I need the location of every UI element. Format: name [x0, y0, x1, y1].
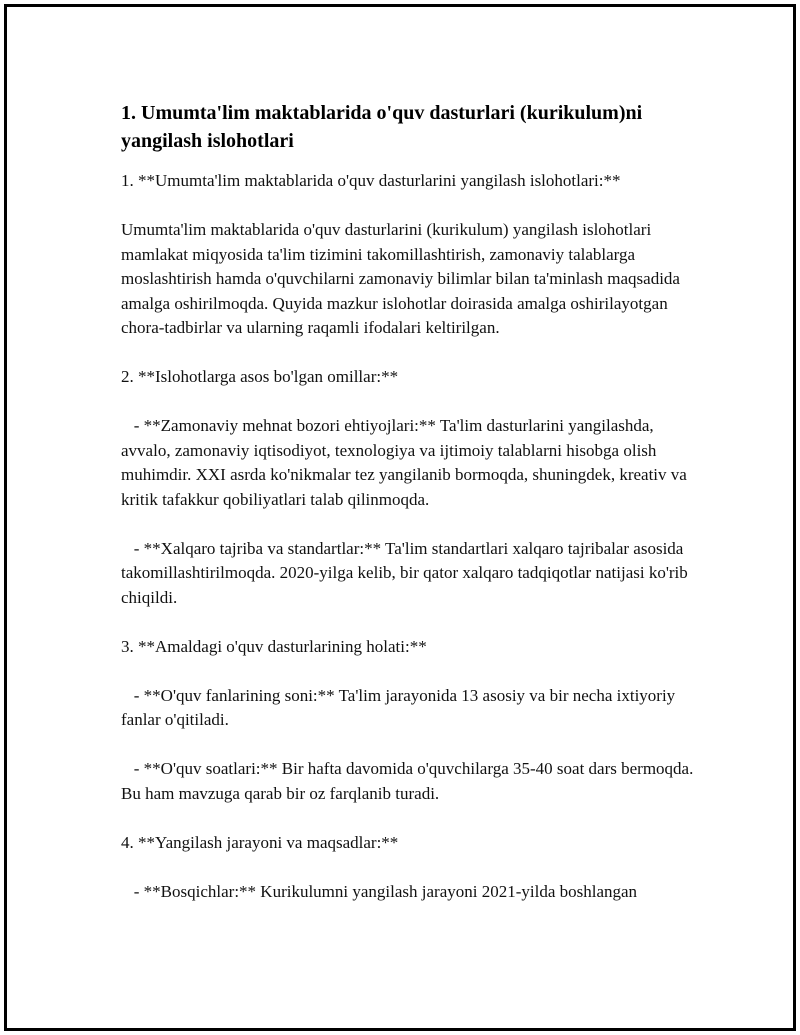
- paragraph-intro: Umumta'lim maktablarida o'quv dasturlarini (kurikulum) yangilash islohotlari mamlakat miqyosida ta'lim tizimini takomillashtirish, zamonaviy talablarga moslashtirish hamda o'quvchilarni zamonaviy bilimlar bilan ta'minlash maqsadida amalga oshirilmoqda. Quyida mazkur islohotlar doirasida amalga oshirilayotgan chora-tadbirlar va ularning raqamli ifodalari keltirilgan.: [121, 220, 685, 337]
- paragraph-labor-market: - **Zamonaviy mehnat bozori ehtiyojlari:** Ta'lim dasturlarini yangilashda, avvalo, zamonaviy iqtisodiyot, texnologiya va ijtimoiy talablarni hisobga olish muhimdir. XXI asrda ko'nikmalar tez yangilanib bormoqda, shuningdek, kreativ va kritik tafakkur qobiliyatlari talab qilinmoqda.: [121, 416, 692, 509]
- paragraph-section-4-heading: 4. **Yangilash jarayoni va maqsadlar:**: [121, 832, 399, 852]
- document-body: [121, 99, 701, 929]
- paragraph-section-3-heading: 3. **Amaldagi o'quv dasturlarining holati:**: [121, 636, 427, 656]
- paragraph-study-hours: - **O'quv soatlari:** Bir hafta davomida o'quvchilarga 35-40 soat dars bermoqda. Bu ham mavzuga qarab bir oz farqlanib turadi.: [121, 759, 698, 803]
- paragraph-section-2-heading: 2. **Islohotlarga asos bo'lgan omillar:**: [121, 367, 399, 386]
- page-frame: [4, 4, 796, 1031]
- document-title: 1. Umumta'lim maktablarida o'quv dasturlari (kurikulum)ni yangilash islohotlari: [121, 102, 643, 152]
- paragraph-stages: - **Bosqichlar:** Kurikulumni yangilash jarayoni 2021-yilda boshlangan: [121, 881, 638, 901]
- paragraph-international-standards: - **Xalqaro tajriba va standartlar:** Ta'lim standartlari xalqaro tajribalar asosida takomillashtirilmoqda. 2020-yilga kelib, bir qator xalqaro tadqiqotlar natijasi ko'rib chiqildi.: [121, 538, 693, 607]
- paragraph-section-1-heading: 1. **Umumta'lim maktablarida o'quv dasturlarini yangilash islohotlari:**: [121, 171, 621, 190]
- paragraph-subject-count: - **O'quv fanlarining soni:** Ta'lim jarayonida 13 asosiy va bir necha ixtiyoriy fanlar o'qitiladi.: [121, 685, 680, 729]
